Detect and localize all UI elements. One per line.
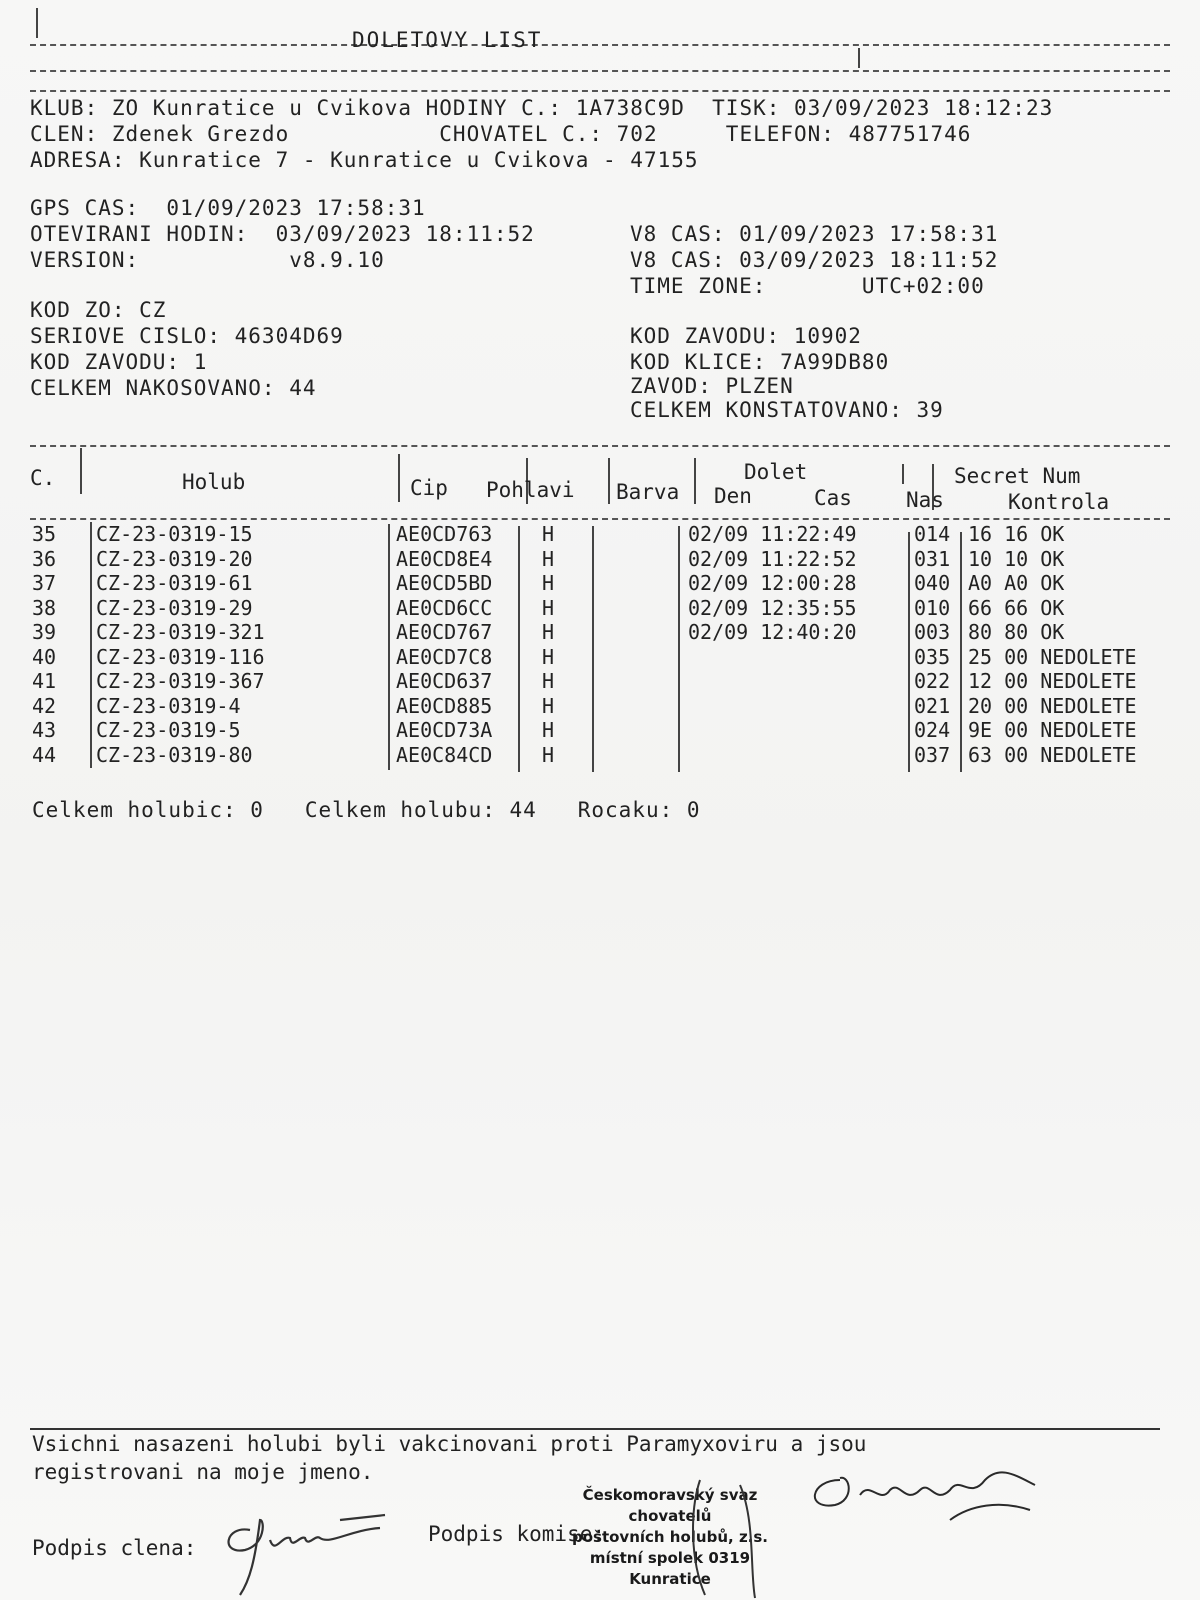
cell-pohlavi: H [542, 669, 555, 693]
cell-pohlavi: H [542, 693, 555, 718]
podpis-clena-label: Podpis clena: [32, 1536, 197, 1560]
otevirani-hodin: OTEVIRANI HODIN: 03/09/2023 18:11:52 [30, 222, 535, 246]
vaccination-note-1: Vsichni nasazeni holubi byli vakcinovani proti Paramyxoviru a jsou [32, 1432, 867, 1456]
vaccination-note-2: registrovani na moje jmeno. [32, 1460, 374, 1484]
cell-c: 41 [32, 669, 57, 693]
cell-holub: CZ-23-0319-4 [96, 693, 241, 718]
cell-kontrola: 25 00 NEDOLETE [968, 644, 1137, 669]
cell-cip: AE0CD763 [396, 522, 493, 546]
col-sep [80, 448, 82, 494]
th-cas: Cas [814, 486, 852, 510]
cell-kontrola: 10 10 OK [968, 546, 1065, 571]
table-row [30, 645, 1170, 669]
cell-pohlavi: H [542, 571, 555, 595]
table-row [30, 718, 1170, 742]
cell-kontrola: 20 00 NEDOLETE [968, 693, 1137, 718]
cell-pohlavi: H [542, 595, 555, 620]
cell-c: 36 [32, 546, 57, 571]
cell-c: 37 [32, 571, 57, 595]
cell-c: 40 [32, 644, 57, 669]
col-sep [608, 458, 610, 504]
cell-nas: 024 [914, 718, 951, 742]
document-title: DOLETOVY LIST [352, 28, 543, 52]
table-row [30, 522, 1170, 546]
header-line-klub: KLUB: ZO Kunratice u Cvikova HODINY C.: 1A738C9D TISK: 03/09/2023 18:12:23 [30, 96, 1054, 120]
col-sep [398, 454, 400, 502]
divider [30, 70, 1170, 72]
cell-dolet: 02/09 12:35:55 [688, 595, 857, 620]
frame-edge [858, 48, 860, 68]
cell-holub: CZ-23-0319-15 [96, 522, 253, 546]
th-holub: Holub [182, 470, 246, 494]
cell-cip: AE0CD5BD [396, 571, 493, 595]
divider [30, 44, 1170, 46]
cell-kontrola: 12 00 NEDOLETE [968, 669, 1137, 693]
stamp-frame [680, 1470, 770, 1600]
th-secret-num: Secret Num [954, 464, 1081, 488]
cell-holub: CZ-23-0319-321 [96, 620, 265, 644]
cell-cip: AE0C84CD [396, 742, 493, 767]
cell-cip: AE0CD73A [396, 718, 493, 742]
th-den: Den [714, 484, 752, 508]
header-line-adresa: ADRESA: Kunratice 7 - Kunratice u Cvikova - 47155 [30, 148, 699, 172]
cell-kontrola: 9E 00 NEDOLETE [968, 718, 1137, 742]
th-cip: Cip [410, 476, 448, 500]
cell-pohlavi: H [542, 718, 555, 742]
table-row [30, 596, 1170, 620]
stamp-line: místní spolek 0319 [589, 1549, 751, 1567]
th-pohlavi: Pohlavi [486, 478, 575, 502]
cell-pohlavi: H [542, 620, 555, 644]
cell-kontrola: A0 A0 OK [968, 571, 1065, 595]
col-sep [694, 458, 696, 504]
cell-nas: 003 [914, 620, 951, 644]
kod-klice: KOD KLICE: 7A99DB80 [630, 350, 890, 374]
cell-nas: 031 [914, 546, 951, 571]
time-zone: TIME ZONE: UTC+02:00 [630, 274, 985, 298]
cell-holub: CZ-23-0319-20 [96, 546, 253, 571]
cell-dolet: 02/09 12:40:20 [688, 620, 857, 644]
cell-cip: AE0CD6CC [396, 595, 493, 620]
table-row [30, 547, 1170, 571]
stamp-line: poštovních holubů, z.s. [571, 1528, 769, 1546]
seriove-cislo: SERIOVE CISLO: 46304D69 [30, 324, 344, 348]
col-sep [902, 464, 904, 484]
cell-kontrola: 66 66 OK [968, 595, 1065, 620]
version: VERSION: v8.9.10 [30, 248, 385, 272]
th-c: C. [30, 466, 56, 490]
cell-c: 39 [32, 620, 57, 644]
v8-cas-1: V8 CAS: 01/09/2023 17:58:31 [630, 222, 999, 246]
table-row [30, 620, 1170, 644]
cell-kontrola: 80 80 OK [968, 620, 1065, 644]
cell-holub: CZ-23-0319-367 [96, 669, 265, 693]
cell-nas: 040 [914, 571, 951, 595]
cell-nas: 021 [914, 693, 951, 718]
table-rule [30, 445, 1170, 447]
table-row [30, 669, 1170, 693]
divider [30, 90, 1170, 92]
cell-cip: AE0CD637 [396, 669, 493, 693]
cell-nas: 010 [914, 595, 951, 620]
cell-pohlavi: H [542, 546, 555, 571]
cell-holub: CZ-23-0319-116 [96, 644, 265, 669]
cell-holub: CZ-23-0319-5 [96, 718, 241, 742]
cell-nas: 022 [914, 669, 951, 693]
commission-signature [800, 1460, 1060, 1550]
stamp-line: Českomoravský svaz chovatelů [582, 1486, 758, 1525]
table-row [30, 694, 1170, 718]
totals-line: Celkem holubic: 0 Celkem holubu: 44 Rocaku: 0 [32, 798, 701, 822]
stamp-line: Kunratice [629, 1570, 711, 1588]
cell-kontrola: 63 00 NEDOLETE [968, 742, 1137, 767]
cell-holub: CZ-23-0319-80 [96, 742, 253, 767]
th-barva: Barva [616, 480, 680, 504]
cell-cip: AE0CD7C8 [396, 644, 493, 669]
kod-zavodu-left: KOD ZAVODU: 1 [30, 350, 208, 374]
cell-nas: 014 [914, 522, 951, 546]
cell-pohlavi: H [542, 522, 555, 546]
cell-pohlavi: H [542, 742, 555, 767]
table-rule [30, 518, 1170, 520]
gps-cas: GPS CAS: 01/09/2023 17:58:31 [30, 196, 426, 220]
celkem-konstatovano: CELKEM KONSTATOVANO: 39 [630, 398, 944, 422]
frame-edge [36, 8, 38, 38]
cell-dolet: 02/09 11:22:49 [688, 522, 857, 546]
cell-cip: AE0CD885 [396, 693, 493, 718]
cell-cip: AE0CD767 [396, 620, 493, 644]
cell-kontrola: 16 16 OK [968, 522, 1065, 546]
cell-cip: AE0CD8E4 [396, 546, 493, 571]
th-dolet: Dolet [744, 460, 808, 484]
cell-c: 35 [32, 522, 57, 546]
th-nas: Nas [906, 488, 944, 512]
cell-nas: 037 [914, 742, 951, 767]
celkem-nakosovano: CELKEM NAKOSOVANO: 44 [30, 376, 317, 400]
cell-c: 38 [32, 595, 57, 620]
cell-nas: 035 [914, 644, 951, 669]
table-row [30, 743, 1170, 767]
th-kontrola: Kontrola [1008, 490, 1110, 514]
cell-holub: CZ-23-0319-29 [96, 595, 253, 620]
cell-dolet: 02/09 12:00:28 [688, 571, 857, 595]
podpis-komise-label: Podpis komise: [428, 1522, 606, 1546]
kod-zavodu-right: KOD ZAVODU: 10902 [630, 324, 862, 348]
cell-c: 43 [32, 718, 57, 742]
member-signature [220, 1500, 400, 1600]
cell-dolet: 02/09 11:22:52 [688, 546, 857, 571]
kod-zo: KOD ZO: CZ [30, 298, 167, 322]
zavod: ZAVOD: PLZEN [630, 374, 794, 398]
cell-c: 44 [32, 742, 57, 767]
cell-holub: CZ-23-0319-61 [96, 571, 253, 595]
header-line-clen: CLEN: Zdenek Grezdo CHOVATEL C.: 702 TELEFON: 487751746 [30, 122, 972, 146]
table-row [30, 571, 1170, 595]
cell-c: 42 [32, 693, 57, 718]
cell-pohlavi: H [542, 644, 555, 669]
v8-cas-2: V8 CAS: 03/09/2023 18:11:52 [630, 248, 999, 272]
